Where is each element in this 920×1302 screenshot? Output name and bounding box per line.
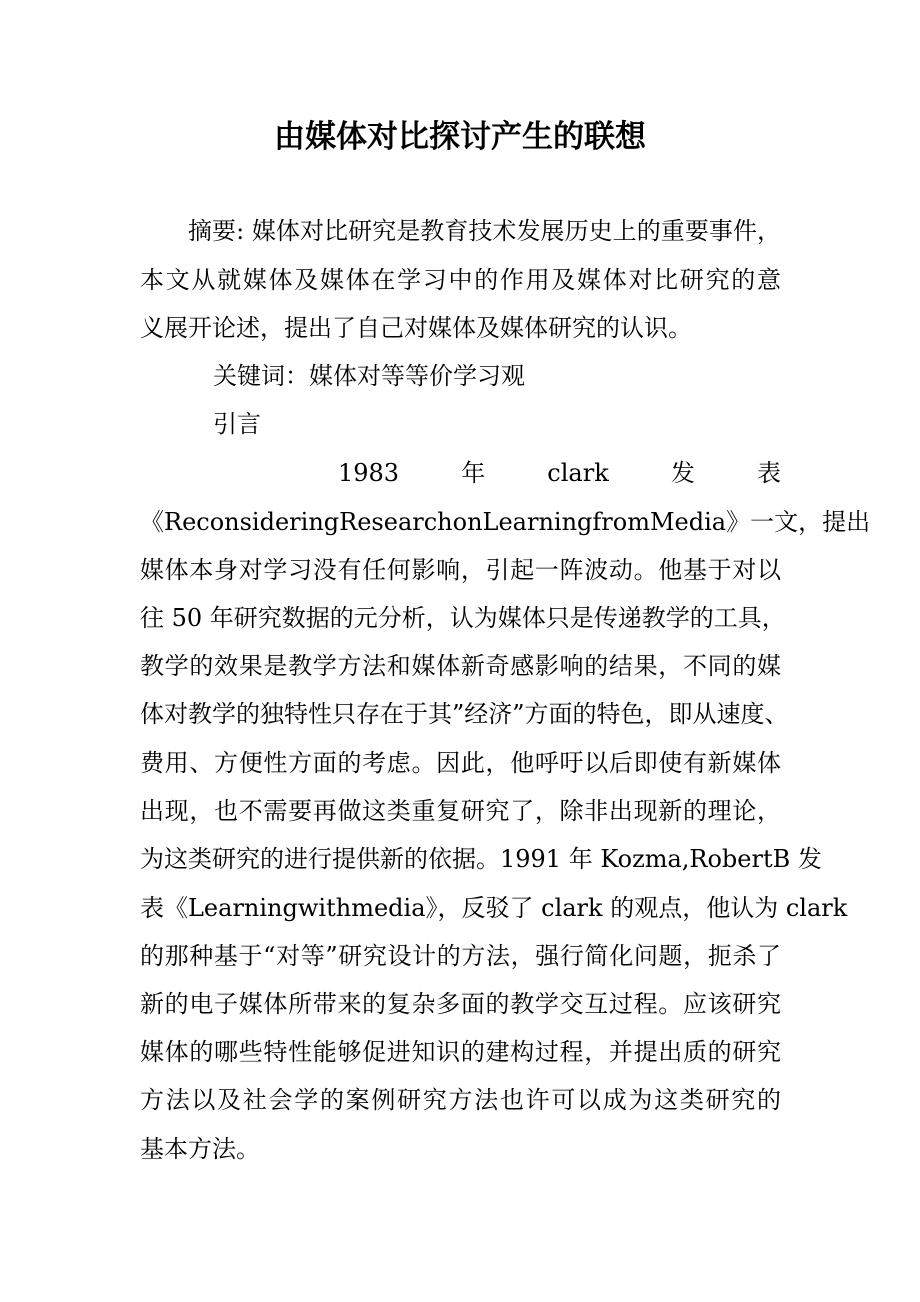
body-line: 费用、方便性方面的考虑。因此，他呼吁以后即使有新媒体 [140, 749, 781, 777]
abstract-line-3: 义展开论述，提出了自己对媒体及媒体研究的认识。 [140, 314, 692, 342]
spread-word: 年 [461, 459, 486, 487]
spread-word: 表 [756, 459, 781, 487]
body-line: 媒体本身对学习没有任何影响，引起一阵波动。他基于对以 [140, 556, 781, 584]
body-line: 表《Learningwithmedia》，反驳了 clark 的观点，他认为 clark [140, 894, 848, 922]
intro-heading: 引言 [213, 410, 261, 438]
body-line: 为这类研究的进行提供新的依据。1991 年 Kozma,RobertB 发 [140, 845, 822, 873]
abstract-line-2: 本文从就媒体及媒体在学习中的作用及媒体对比研究的意 [140, 266, 781, 294]
body-line: 往 50 年研究数据的元分析，认为媒体只是传递教学的工具， [140, 604, 786, 632]
body-line: 媒体的哪些特性能够促进知识的建构过程，并提出质的研究 [140, 1038, 781, 1066]
abstract-line-1: 摘要: 媒体对比研究是教育技术发展历史上的重要事件， [188, 217, 781, 245]
spread-word: 发 [670, 459, 695, 487]
document-title: 由媒体对比探讨产生的联想 [274, 119, 646, 155]
spread-line [338, 450, 781, 497]
body-line: 新的电子媒体所带来的复杂多面的教学交互过程。应该研究 [140, 990, 781, 1018]
body-line: 的那种基于“对等”研究设计的方法，强行简化问题，扼杀了 [140, 942, 781, 970]
spread-word: 1983 [338, 459, 400, 487]
body-line: 体对教学的独特性只存在于其”经济”方面的特色，即从速度、 [140, 700, 789, 728]
body-line: 方法以及社会学的案例研究方法也许可以成为这类研究的 [140, 1086, 781, 1114]
spread-word: clark [547, 459, 609, 487]
body-line: 基本方法。 [140, 1135, 260, 1163]
body-line: 教学的效果是教学方法和媒体新奇感影响的结果，不同的媒 [140, 652, 781, 680]
keywords-line: 关键词：媒体对等等价学习观 [213, 362, 525, 390]
body-line: 《ReconsideringResearchonLearningfromMedia》一文，提出 [140, 508, 871, 536]
body-line: 出现，也不需要再做这类重复研究了，除非出现新的理论， [140, 797, 781, 825]
